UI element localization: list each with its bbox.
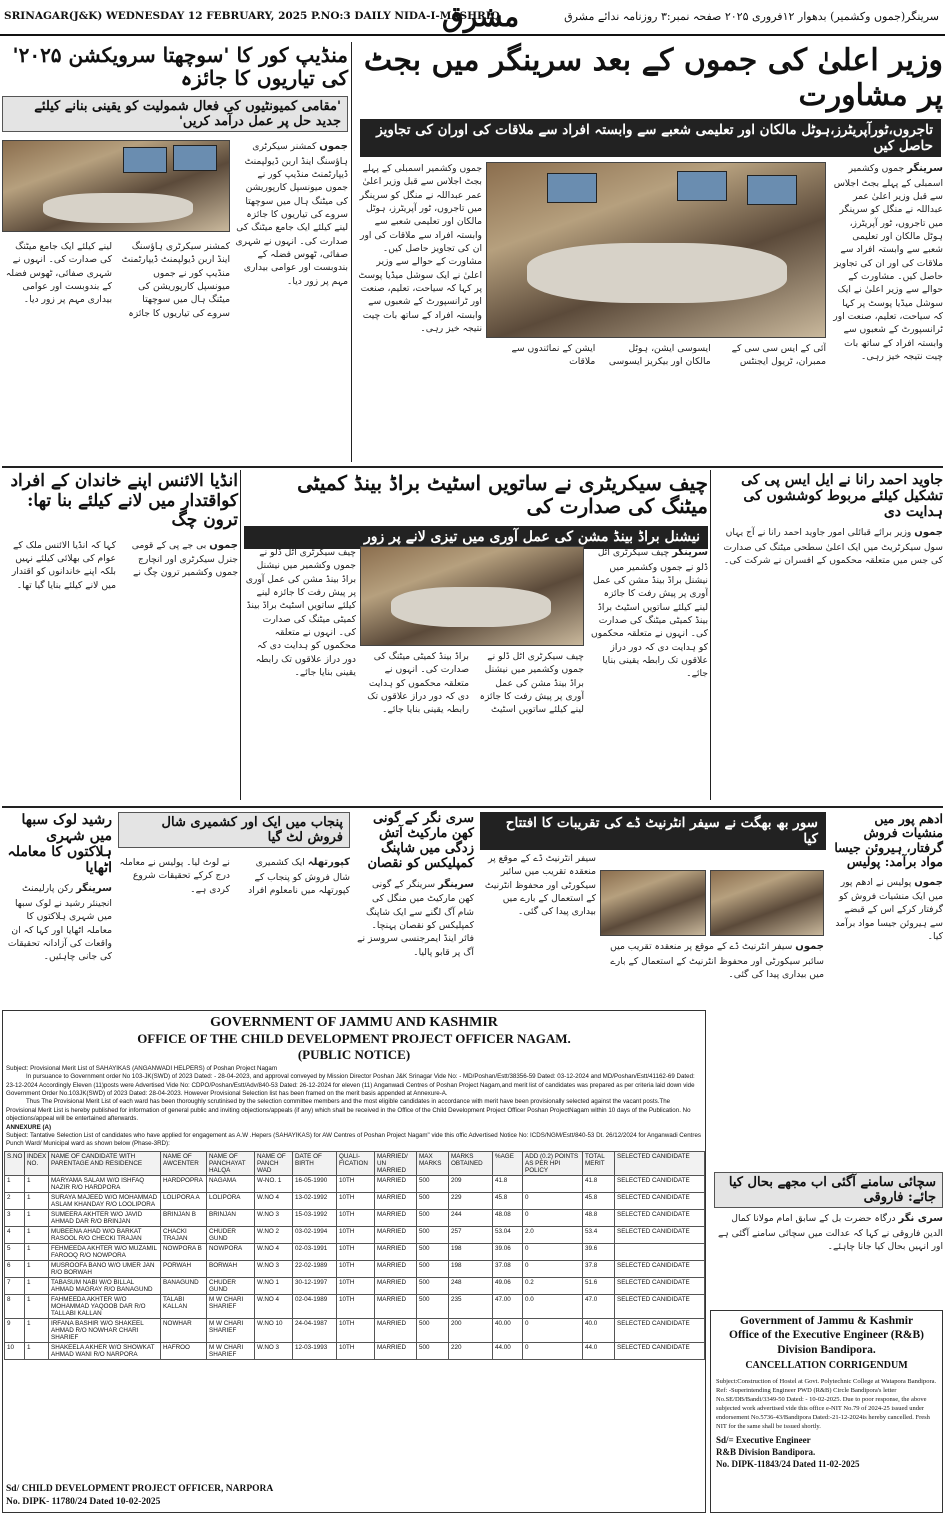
table-cell: 0	[523, 1342, 583, 1359]
story-jsp	[714, 472, 943, 802]
table-cell: 220	[449, 1342, 493, 1359]
story-headline: رشید لوک سبھا میں شہری ہلاکتوں کا معاملہ اٹھایا	[7, 812, 112, 877]
table-cell: 500	[417, 1318, 449, 1342]
table-cell: 1	[25, 1226, 49, 1243]
story-headline: چیف سیکریٹری نے ساتویں اسٹیٹ براڈ بینڈ کمیٹی میٹنگ کی صدارت کی	[297, 471, 708, 518]
table-cell: NAGAMA	[207, 1175, 255, 1192]
table-cell: 16-05-1990	[293, 1175, 337, 1192]
story-headline: انڈیا الائنس اپنے خاندان کے افراد کواقتدار میں لانے کیلئے بنا تھا: ترون چگ	[10, 471, 238, 531]
story-headline: منڈیپ کور کا 'سوچھتا سرویکشن ۲۰۲۵' کی تیاریوں کا جائزہ	[12, 43, 348, 90]
table-cell	[523, 1175, 583, 1192]
table-cell: LOLIPORA	[207, 1192, 255, 1209]
table-cell: NOWHAR	[161, 1318, 207, 1342]
table-cell: 22-02-1989	[293, 1260, 337, 1277]
table-cell: BANAGUND	[161, 1277, 207, 1294]
story-headline: سچائی سامنے آگئی اب مجھے بحال کیا جائے: فاروقی	[714, 1172, 943, 1208]
table-cell: 244	[449, 1209, 493, 1226]
table-cell: W.NO 1	[255, 1277, 293, 1294]
table-cell: 10TH	[337, 1294, 375, 1318]
column-divider	[240, 470, 241, 800]
table-cell: PORWAH	[161, 1260, 207, 1277]
event-photo	[710, 870, 824, 936]
table-cell: W.NO 3	[255, 1260, 293, 1277]
notice-subject: Subject: Provisional Merit List of SAHAYIKAS (ANGANWADI HELPERS) of Poshan Project Nagam	[6, 1065, 277, 1072]
table-cell: MARRIED	[375, 1243, 417, 1260]
table-cell: NOWPORA	[207, 1243, 255, 1260]
table-cell: MARRIED	[375, 1260, 417, 1277]
table-cell: 0.2	[523, 1277, 583, 1294]
story-body: ایک کشمیری شال فروش کو پنجاب کے کپورتھلہ میں نامعلوم افراد نے لوٹ لیا۔ پولیس نے معاملہ درج کرکے تحقیقات شروع کردی ہے۔	[119, 857, 350, 896]
table-cell: 1	[25, 1243, 49, 1260]
notice-type: (PUBLIC NOTICE)	[297, 1047, 411, 1062]
corrigendum-reference: No. DIPK-11843/24 Dated 11-02-2025	[716, 1458, 860, 1469]
corrigendum-title: CANCELLATION CORRIGENDUM	[745, 1360, 908, 1372]
story-body: وزیر برائے قبائلی امور جاوید احمد رانا نے آج یہاں سول سیکرٹریٹ میں ایک اعلیٰ سطحی میٹنگ کی صدارت کی جس میں متعلقہ محکموں کے افسران نے شرکت کی۔	[723, 527, 943, 567]
table-cell: SHAKEELA AKHER W/O SHOWKAT AHMAD WANI R/O NARPORA	[49, 1342, 161, 1359]
story-headline: سری نگر کے گونی کھن مارکیٹ آتش زدگی میں شاپنگ کمپلیکس کو نقصان	[367, 811, 474, 871]
table-cell: MARRIED	[375, 1277, 417, 1294]
story-body-column	[480, 852, 596, 1002]
table-cell	[615, 1243, 705, 1260]
table-cell: MARRIED	[375, 1342, 417, 1359]
story-dateline: سرینگر	[76, 883, 112, 895]
story-body-column	[714, 526, 943, 776]
story-body: چیف سیکرٹری اٹل ڈلو نے جموں وکشمیر میں نیشنل براڈ بینڈ مشن کی عمل آوری پر پیش رفت کا جائزہ لینے کیلئے ساتویں اسٹیٹ براڈ بینڈ کمیٹی میٹنگ کی صدارت کی۔ انہوں نے متعلقہ محکموں کو ہدایت دی کہ دور دراز علاقوں تک رابطہ یقینی بنایا جائے۔	[367, 651, 584, 716]
corrigendum-notice	[710, 1310, 943, 1513]
masthead	[0, 0, 945, 36]
story-body-column	[2, 539, 238, 779]
table-cell: 500	[417, 1226, 449, 1243]
table-header-cell: SELECTED CANIDIDATE	[615, 1151, 705, 1175]
story-body-column	[714, 1212, 943, 1308]
event-photo	[600, 870, 706, 936]
table-row	[5, 1277, 705, 1294]
story-headline: جاوید احمد رانا نے ایل ایس پی کی تشکیل کیلئے مربوط کوششوں کی ہدایت دی	[741, 472, 943, 521]
merit-list-table	[4, 1151, 705, 1360]
notice-paragraph: In pursuance to Government order No 103-JK(SWD) of 2023 Dated: - 28-04-2023, and approval conveyed by Mission Director Poshan J&K Srinagar Vide No: - MD/Poshan/Estt/38356-59 Dated: 03-12-2024 and MD/Poshan/Estt/41162-69 Dated: 23-12-2024 Accordingly Eleven (11)posts were Advertised Vide No: CDPO/Poshan/Estt/Adv/840-53 Dated: 26-12-2024 for eleven (11) Anganwadi Centres of Poshan Project Nagam,and merit list of candidates was prepared as per criteria laid down vide Government Order No.103JK(SWD) of 2023 Dated: 28-04-2023. However Provisional Selection list has been framed on the merit basis appended at Annexure-A.	[6, 1073, 695, 1098]
table-cell: 39.6	[583, 1243, 615, 1260]
story-headline: ادھم پور میں منشیات فروش گرفتار، ہیروئن جیسا مواد برآمد: پولیس	[834, 811, 943, 870]
table-cell: 0	[523, 1243, 583, 1260]
table-cell: 1	[25, 1294, 49, 1318]
masthead-urdu-dateline: سرینگر(جموں وکشمیر) بدھوار ۱۲فروری ۲۰۲۵ صفحہ نمبر:۳ روزنامہ ندائے مشرق	[564, 10, 939, 23]
corrigendum-body: Subject:Construction of Hostel at Govt. Polytechnic College at Watapora Bandipora. Ref: -Superintending Engineer PWD (R&B) Circle Bandipora's letter No.SE/DB/Bandi/3349-50 Dated: - 10-02-2025. Due to poor response, the above subjected work advertised vide this office e-NIT No.79 of 2024-25 issued under endorsement No.5736-43/Bandipora Dated:-21-12-2024is hereby cancelled. Fresh NIT for the same shall be issued shortly.	[716, 1377, 937, 1431]
table-cell: FEHMEEDA AKHTER W/O MUZAMIL FAROOQ R/O NOWPORA	[49, 1243, 161, 1260]
story-body-column	[118, 856, 350, 1006]
notice-title: GOVERNMENT OF JAMMU AND KASHMIR	[210, 1015, 498, 1030]
table-cell: 15-03-1992	[293, 1209, 337, 1226]
table-cell: 500	[417, 1192, 449, 1209]
section-divider	[2, 466, 943, 468]
table-header-cell: ADD (0.2) POINTS AS PER HPI POLICY	[523, 1151, 583, 1175]
table-cell: W.NO 3	[255, 1342, 293, 1359]
meeting-photo	[486, 162, 826, 338]
story-body: چیف سیکرٹری اٹل ڈلو نے جموں وکشمیر میں نیشنل براڈ بینڈ مشن کی عمل آوری پر پیش رفت کا جائزہ لینے کیلئے ساتویں اسٹیٹ براڈ بینڈ کمیٹی میٹنگ کی صدارت کی۔ انہوں نے متعلقہ محکموں کو ہدایت دی کہ دور دراز علاقوں تک رابطہ یقینی بنایا جائے۔	[591, 547, 708, 680]
table-cell: 0	[523, 1192, 583, 1209]
table-cell: 1	[5, 1175, 25, 1192]
table-cell: 1	[25, 1342, 49, 1359]
table-cell: MUBEENA AHAD W/O BARKAT RASOOL R/O CHECKI TRAJAN	[49, 1226, 161, 1243]
table-cell: 47.00	[493, 1294, 523, 1318]
story-swachh	[2, 44, 348, 464]
table-cell: 45.8	[493, 1192, 523, 1209]
photo-caption: آئی کے ایس سی سی کے ممبران، ٹریول ایجنٹس ایسوسی ایشن، ہوٹل مالکان اور بیکریز ایسوسی ایشن کے نمائندوں سے ملاقات	[511, 343, 826, 368]
table-cell: 10TH	[337, 1318, 375, 1342]
table-cell: 6	[5, 1260, 25, 1277]
story-body: جموں وکشمیر اسمبلی کے پہلے بجٹ اجلاس سے قبل وزیر اعلیٰ عمر عبداللہ نے منگل کو سرینگر میں تاجروں، ٹور آپریٹرز، ہوٹل مالکان اور تعلیمی شعبے سے وابستہ افراد سے ملاقات کی اور ان کی تجاویز حاصل کیں۔ مشاورت کے حوالے سے وزیر اعلیٰ نے ایک سوشل میڈیا پوسٹ پر کہا کہ سیاحت، تعلیم، صنعت اور ٹرانسپورٹ کے شعبوں سے وابستہ افراد کے ساتھ بات چیت نتیجہ خیز رہی۔	[358, 163, 482, 335]
public-notice	[2, 1010, 706, 1513]
table-cell: 13-02-1992	[293, 1192, 337, 1209]
table-cell: 500	[417, 1277, 449, 1294]
table-cell: 198	[449, 1243, 493, 1260]
story-body-column-2	[2, 240, 230, 460]
table-cell: 44.00	[493, 1342, 523, 1359]
corrigendum-division: Division Bandipora.	[777, 1343, 876, 1356]
table-cell: 3	[5, 1209, 25, 1226]
story-dateline: سرینگر	[907, 163, 943, 174]
table-cell: 10TH	[337, 1260, 375, 1277]
story-banner: تاجروں،ٹورآپریٹرز،ہوٹل مالکان اور تعلیمی شعبے سے وابستہ افراد سے ملاقات کی اوران کی تجاویز حاصل کیں	[360, 119, 941, 157]
table-cell: 500	[417, 1243, 449, 1260]
story-body: سیفر انٹرنیٹ ڈے کے موقع پر منعقدہ تقریب میں سائبر سیکورٹی اور محفوظ انٹرنیٹ کے استعمال کے بارے میں بیداری پیدا کی گئی۔	[610, 941, 824, 980]
table-cell: CHUDER GUND	[207, 1277, 255, 1294]
story-rashid	[2, 812, 112, 1006]
table-cell: 37.8	[583, 1260, 615, 1277]
table-cell: 48.08	[493, 1209, 523, 1226]
table-cell: 10TH	[337, 1342, 375, 1359]
table-cell: 9	[5, 1318, 25, 1342]
table-cell: SUMEERA AKHTER W/O JAVID AHMAD DAR R/O BRINJAN	[49, 1209, 161, 1226]
table-cell: 1	[25, 1175, 49, 1192]
story-body: سرینگر کے گونی کھن مارکیٹ میں منگل کی شام آگ لگنے سے ایک شاپنگ کمپلیکس کو نقصان پہنچا۔ فائر اینڈ ایمرجنسی سروسز نے آگ پر قابو پالیا۔	[357, 878, 474, 958]
story-dateline: جموں	[209, 539, 238, 551]
table-cell: 44.0	[583, 1342, 615, 1359]
table-row	[5, 1318, 705, 1342]
story-headline: وزیر اعلیٰ کی جموں کے بعد سرینگر میں بجٹ پر مشاورت	[363, 43, 943, 113]
notice-reference: No. DIPK- 11780/24 Dated 10-02-2025	[6, 1496, 161, 1507]
table-header-cell: MARKS OBTAINED	[449, 1151, 493, 1175]
story-body: جموں وکشمیر اسمبلی کے پہلے بجٹ اجلاس سے قبل وزیر اعلیٰ عمر عبداللہ نے منگل کو سرینگر میں تاجروں، ٹور آپریٹرز، ہوٹل مالکان اور تعلیمی شعبے سے وابستہ افراد سے ملاقات کی اور ان کی تجاویز حاصل کیں۔ مشاورت کے حوالے سے وزیر اعلیٰ نے ایک سوشل میڈیا پوسٹ پر کہا کہ سیاحت، تعلیم، صنعت اور ٹرانسپورٹ کے شعبوں سے وابستہ افراد کے ساتھ بات چیت نتیجہ خیز رہی۔	[833, 163, 943, 362]
meeting-photo	[360, 546, 584, 646]
table-cell: 37.08	[493, 1260, 523, 1277]
notice-annexure: ANNEXURE (A)	[6, 1123, 52, 1131]
table-row	[5, 1260, 705, 1277]
table-header-cell: DATE OF BIRTH	[293, 1151, 337, 1175]
table-cell: W.NO 3	[255, 1209, 293, 1226]
table-cell: SELECTED CANIDIDATE	[615, 1175, 705, 1192]
table-cell: M W CHARI SHARIEF	[207, 1342, 255, 1359]
table-cell: W.NO 4	[255, 1294, 293, 1318]
table-cell: 47.0	[583, 1294, 615, 1318]
table-row	[5, 1192, 705, 1209]
notice-office: OFFICE OF THE CHILD DEVELOPMENT PROJECT OFFICER NAGAM.	[137, 1031, 571, 1046]
table-cell: 200	[449, 1318, 493, 1342]
table-cell: 1	[25, 1318, 49, 1342]
table-cell: 40.00	[493, 1318, 523, 1342]
story-headline: سور بھ بھگت نے سیفر انٹرنیٹ ڈے کی تقریبات کا افتتاح کیا	[480, 812, 826, 850]
table-cell: 500	[417, 1342, 449, 1359]
table-cell: 51.6	[583, 1277, 615, 1294]
table-row	[5, 1175, 705, 1192]
table-cell: HAFROO	[161, 1342, 207, 1359]
table-cell: 500	[417, 1209, 449, 1226]
table-cell: FAHMEEDA AKHTER W/O MOHAMMAD YAQOOB DAR R/O TALLABI KALLAN	[49, 1294, 161, 1318]
table-cell: 12-03-1993	[293, 1342, 337, 1359]
table-row	[5, 1243, 705, 1260]
table-cell: IRFANA BASHIR W/O SHAKEEL AHMAD R/O NOWHAR CHARI SHARIEF	[49, 1318, 161, 1342]
table-cell: 257	[449, 1226, 493, 1243]
story-body: درگاہ حضرت بل کے سابق امام مولانا کمال الدین فاروقی نے کہا کہ عدالت میں سچائی سامنے آگئی ہے اور انہیں بحال کیا جانا چاہئے۔	[717, 1213, 943, 1252]
table-cell: 53.04	[493, 1226, 523, 1243]
table-cell: MARRIED	[375, 1318, 417, 1342]
table-cell: CHUDER GUND	[207, 1226, 255, 1243]
story-dateline: سرینگر	[672, 547, 708, 558]
story-body-column	[356, 878, 474, 978]
table-header-cell: %AGE	[493, 1151, 523, 1175]
table-cell: 1	[25, 1209, 49, 1226]
table-cell: LOLIPORA A	[161, 1192, 207, 1209]
story-gonikhan	[356, 812, 474, 1006]
table-cell: SELECTED CANIDIDATE	[615, 1277, 705, 1294]
table-header-cell: NAME OF PANCH WAD	[255, 1151, 293, 1175]
table-row	[5, 1294, 705, 1318]
table-cell: 229	[449, 1192, 493, 1209]
story-body-column	[360, 650, 584, 800]
table-header-cell: S.NO	[5, 1151, 25, 1175]
table-cell: MARRIED	[375, 1175, 417, 1192]
table-row	[5, 1342, 705, 1359]
table-cell: 10TH	[337, 1175, 375, 1192]
story-shawl	[118, 812, 350, 1006]
table-cell: TABASUM NABI W/O BILLAL AHMAD MAGRAY R/O BANAGUND	[49, 1277, 161, 1294]
story-body-column	[356, 162, 482, 462]
story-body-column	[832, 876, 943, 1096]
corrigendum-government: Government of Jammu & Kashmir	[739, 1315, 914, 1327]
table-header-cell: INDEX NO.	[25, 1151, 49, 1175]
table-cell: SELECTED CANIDIDATE	[615, 1226, 705, 1243]
table-cell: 1	[25, 1192, 49, 1209]
table-cell: MARYAMA SALAM W/O ISHFAQ NAZIR R/O HARDPORA	[49, 1175, 161, 1192]
table-cell: 39.06	[493, 1243, 523, 1260]
newspaper-logo: مشرق	[442, 0, 520, 33]
table-cell: SELECTED CANIDIDATE	[615, 1318, 705, 1342]
story-dateline: کپورتھلہ	[307, 857, 350, 868]
story-body: کمشنر سیکرٹری ہاؤسنگ اینڈ اربن ڈیولپمنٹ ڈیپارٹمنٹ منڈیپ کور نے جموں میونسپل کارپوریشن کی میٹنگ ہال میں سوچھتا سروے کی تیاریوں کا جائزہ لینے کیلئے ایک جامع میٹنگ کی صدارت کی۔ انہوں نے شہری صفائی، ٹھوس فضلہ کے بندوبست اور عوامی بیداری مہم پر زور دیا۔	[5, 241, 230, 319]
table-header-cell: NAME OF CANDIDATE WITH PARENTAGE AND RESIDENCE	[49, 1151, 161, 1175]
table-cell: 500	[417, 1294, 449, 1318]
story-broadband	[244, 472, 708, 802]
table-cell: NOWPORA B	[161, 1243, 207, 1260]
table-cell: 49.06	[493, 1277, 523, 1294]
table-cell: 2.0	[523, 1226, 583, 1243]
story-body: سیفر انٹرنیٹ ڈے کے موقع پر منعقدہ تقریب میں سائبر سیکورٹی اور محفوظ انٹرنیٹ کے استعمال کے بارے میں بیداری پیدا کی گئی۔	[484, 853, 596, 918]
table-cell: MARRIED	[375, 1226, 417, 1243]
table-cell: 198	[449, 1260, 493, 1277]
table-cell: BORWAH	[207, 1260, 255, 1277]
table-cell: 4	[5, 1226, 25, 1243]
table-cell: W.NO 10	[255, 1318, 293, 1342]
table-cell: BRINJAN B	[161, 1209, 207, 1226]
table-cell: SELECTED CANIDIDATE	[615, 1294, 705, 1318]
table-header-cell: NAME OF PANCHAYAT HALQA	[207, 1151, 255, 1175]
table-cell: M W CHARI SHARIEF	[207, 1318, 255, 1342]
table-cell: MARRIED	[375, 1192, 417, 1209]
story-body-column	[234, 140, 348, 460]
table-cell: SELECTED CANIDIDATE	[615, 1342, 705, 1359]
table-cell: 10	[5, 1342, 25, 1359]
table-cell: 1	[25, 1277, 49, 1294]
table-cell: 500	[417, 1175, 449, 1192]
story-drugs	[832, 812, 943, 1162]
story-dateline: جموں	[319, 141, 348, 152]
story-dateline: جموں	[795, 941, 824, 952]
notice-paragraph: Thus The Provisional Merit List of each ward has been thoroughly scrutinised by the selection committee members and the most eligible candidates in accordance with merit have been provisionally selected against the vacant posts.The Provisional Merit List is hereby published for information of general public and inviting objections/appeals (if any) which shall be received in the Office of the Child Development Project Officer Poshan ProjectNagam within 10 days of the Publication. No objections/appeal will be entertained afterwards.	[6, 1098, 691, 1123]
table-cell: 10TH	[337, 1209, 375, 1226]
table-cell: 0	[523, 1209, 583, 1226]
table-cell: W.NO 4	[255, 1192, 293, 1209]
column-divider	[351, 42, 352, 462]
table-cell: BRINJAN	[207, 1209, 255, 1226]
table-cell: 10TH	[337, 1192, 375, 1209]
story-body-column	[830, 162, 943, 462]
story-body-column	[588, 546, 708, 800]
meeting-photo	[2, 140, 230, 232]
table-cell: 0	[523, 1260, 583, 1277]
table-cell: TALABI KALLAN	[161, 1294, 207, 1318]
table-cell: 10TH	[337, 1243, 375, 1260]
notice-signature: Sd/ CHILD DEVELOPMENT PROJECT OFFICER, NARPORA	[6, 1484, 274, 1495]
corrigendum-division-sign: R&B Division Bandipora.	[716, 1446, 816, 1457]
section-divider	[2, 806, 943, 808]
table-cell: W.NO 2	[255, 1226, 293, 1243]
story-safer-internet	[480, 812, 826, 1006]
table-cell: M W CHARI SHARIEF	[207, 1294, 255, 1318]
story-body: رکن پارلیمنٹ انجینئر رشید نے لوک سبھا میں شہری ہلاکتوں کا معاملہ اٹھایا اور کہا کہ ان واقعات کی آزادانہ تحقیقات کی جانی چاہئیں۔	[7, 883, 112, 963]
table-cell: SURAYA MAJEED W/O MOHAMMAD ASLAM KHANDAY R/O LOOLIPORA	[49, 1192, 161, 1209]
table-cell: W-NO. 1	[255, 1175, 293, 1192]
table-cell: 53.4	[583, 1226, 615, 1243]
table-cell: 2	[5, 1192, 25, 1209]
story-india-alliance	[2, 472, 238, 802]
table-header-cell: MAX MARKS	[417, 1151, 449, 1175]
table-cell: 248	[449, 1277, 493, 1294]
table-cell: MARRIED	[375, 1209, 417, 1226]
table-cell: CHACKI TRAJAN	[161, 1226, 207, 1243]
story-dateline: جموں	[914, 527, 943, 539]
table-header-cell: TOTAL MERIT	[583, 1151, 615, 1175]
table-cell: 02-04-1989	[293, 1294, 337, 1318]
story-subhead: 'مقامی کمیونٹیوں کی فعال شمولیت کو یقینی بنانے کیلئے جدید حل پر عمل درآمد کریں'	[2, 96, 348, 132]
table-cell: 10TH	[337, 1277, 375, 1294]
table-cell: 10TH	[337, 1226, 375, 1243]
table-cell: SELECTED CANIDIDATE	[615, 1192, 705, 1209]
story-body: کمشنر سیکرٹری ہاؤسنگ اینڈ اربن ڈیولپمنٹ ڈیپارٹمنٹ منڈیپ کور نے جموں میونسپل کارپوریشن کی میٹنگ ہال میں سوچھتا سروے کی تیاریوں کا جائزہ لینے کیلئے ایک جامع میٹنگ کی صدارت کی۔ انہوں نے شہری صفائی، ٹھوس فضلہ کے بندوبست اور عوامی بیداری مہم پر زور دیا۔	[235, 141, 348, 287]
table-header-cell: NAME OF AWCENTER	[161, 1151, 207, 1175]
table-cell: 24-04-1987	[293, 1318, 337, 1342]
table-row	[5, 1209, 705, 1226]
table-cell: 8	[5, 1294, 25, 1318]
table-cell: 235	[449, 1294, 493, 1318]
story-main	[356, 44, 943, 464]
table-cell: 5	[5, 1243, 25, 1260]
story-body-column	[2, 882, 112, 992]
table-cell: MUSROOFA BANO W/O UMER JAN R/O BORWAH	[49, 1260, 161, 1277]
table-cell: 41.8	[493, 1175, 523, 1192]
table-cell: 48.8	[583, 1209, 615, 1226]
table-cell: 7	[5, 1277, 25, 1294]
table-cell: SELECTED CANIDIDATE	[615, 1209, 705, 1226]
table-cell: 209	[449, 1175, 493, 1192]
story-farooqi	[714, 1172, 943, 1306]
notice-annexure-text: Subject: Tantative Selection List of candidates who have applied for engagement as A.W .Hepers (SAHAYIKAS) for AW Centres of Poshan Project Nagam" vide this offic Advertised Notice No: ICDS/NGM/Estt/840-53 Dt. 26/12/2024 for Anganwadi Centres Punch Ward/ Municipal ward as shown below (Phase-3RD):	[6, 1131, 701, 1148]
story-body-column	[244, 546, 356, 800]
story-body-column	[600, 940, 824, 1002]
story-banner: نیشنل براڈ بینڈ مشن کی عمل آوری میں تیزی لانے پر زور	[244, 526, 708, 549]
story-body: بی جے پی کے قومی جنرل سیکرٹری اور انچارج جموں وکشمیر ترون چگ نے کہا کہ انڈیا الائنس ملک کے عوام کی بھلائی کیلئے نہیں بلکہ اپنے خاندانوں کو اقتدار میں لانے کیلئے بنایا گیا تھا۔	[11, 539, 238, 591]
column-divider	[710, 470, 711, 800]
table-cell: 45.8	[583, 1192, 615, 1209]
table-header-cell: MARRIED/ UN MARRIED	[375, 1151, 417, 1175]
table-cell: MARRIED	[375, 1294, 417, 1318]
table-row	[5, 1226, 705, 1243]
table-header-row	[5, 1151, 705, 1175]
story-dateline: جموں	[914, 876, 943, 888]
table-cell: 02-03-1991	[293, 1243, 337, 1260]
table-cell: 1	[25, 1260, 49, 1277]
masthead-english-dateline: SRINAGAR(J&K) WEDNESDAY 12 FEBRUARY, 2025 P.NO:3 DAILY NIDA-I-MASHRIQ	[4, 10, 500, 22]
table-cell: SELECTED CANIDIDATE	[615, 1260, 705, 1277]
corrigendum-office: Office of the Executive Engineer (R&B)	[729, 1329, 924, 1342]
table-cell: HARDPOPRA	[161, 1175, 207, 1192]
table-cell: 41.8	[583, 1175, 615, 1192]
table-cell: 40.0	[583, 1318, 615, 1342]
story-dateline: سرینگر	[438, 878, 474, 890]
table-cell: 0	[523, 1318, 583, 1342]
story-headline: پنجاب میں ایک اور کشمیری شال فروش لٹ گیا	[118, 812, 350, 848]
table-header-cell: QUALI-FICATION	[337, 1151, 375, 1175]
story-body: پولیس نے ادھم پور میں ایک منشیات فروش کو گرفتار کرکے اس کے قبضے سے ہیروئن جیسا مواد برآمد کیا۔	[835, 876, 943, 943]
table-cell: W.NO 4	[255, 1243, 293, 1260]
table-cell: 500	[417, 1260, 449, 1277]
corrigendum-signature: Sd/= Executive Engineer	[716, 1435, 811, 1446]
story-body: چیف سیکرٹری اٹل ڈلو نے جموں وکشمیر میں نیشنل براڈ بینڈ مشن کی عمل آوری پر پیش رفت کا جائزہ لینے کیلئے ساتویں اسٹیٹ براڈ بینڈ کمیٹی میٹنگ کی صدارت کی۔ انہوں نے متعلقہ محکموں کو ہدایت دی کہ دور دراز علاقوں تک رابطہ یقینی بنایا جائے۔	[245, 547, 356, 679]
table-cell: 30-12-1997	[293, 1277, 337, 1294]
table-cell: 03-02-1994	[293, 1226, 337, 1243]
story-dateline: سری نگر	[898, 1213, 943, 1224]
table-cell: 0.0	[523, 1294, 583, 1318]
